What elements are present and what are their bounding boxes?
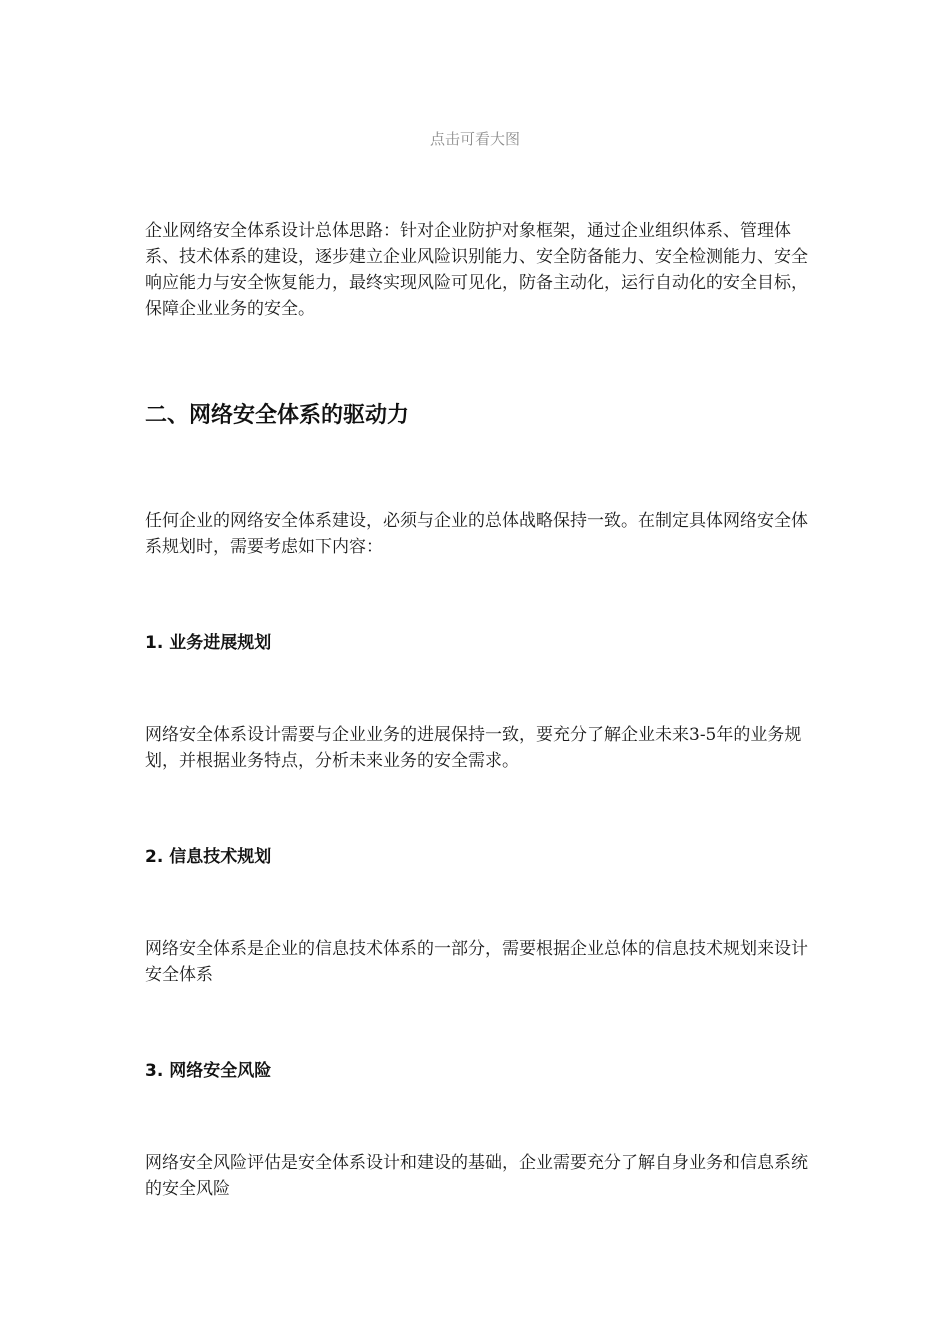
item-heading-it-planning: 2. 信息技术规划 [145,847,272,867]
image-caption-link[interactable]: 点击可看大图 [429,130,520,148]
item-heading-security-risk: 3. 网络安全风险 [145,1061,272,1081]
item-body-business-planning: 网络安全体系设计需要与企业业务的进展保持一致，要充分了解企业未来3-5年的业务规划，并根据业务特点，分析未来业务的安全需求。 [145,725,802,771]
section-heading: 二、网络安全体系的驱动力 [145,403,410,428]
item-heading-business-planning: 1. 业务进展规划 [145,633,272,653]
item-body-it-planning: 网络安全体系是企业的信息技术体系的一部分，需要根据企业总体的信息技术规划来设计安全体系 [145,939,808,985]
item-body-security-risk: 网络安全风险评估是安全体系设计和建设的基础，企业需要充分了解自身业务和信息系统的安全风险 [145,1153,808,1199]
section-lead-paragraph: 任何企业的网络安全体系建设，必须与企业的总体战略保持一致。在制定具体网络安全体系规划时，需要考虑如下内容： [145,511,808,557]
intro-paragraph: 企业网络安全体系设计总体思路：针对企业防护对象框架，通过企业组织体系、管理体系、技术体系的建设，逐步建立企业风险识别能力、安全防备能力、安全检测能力、安全响应能力与安全恢复能力，最终实现风险可见化，防备主动化，运行自动化的安全目标，保障企业业务的安全。 [145,221,808,319]
